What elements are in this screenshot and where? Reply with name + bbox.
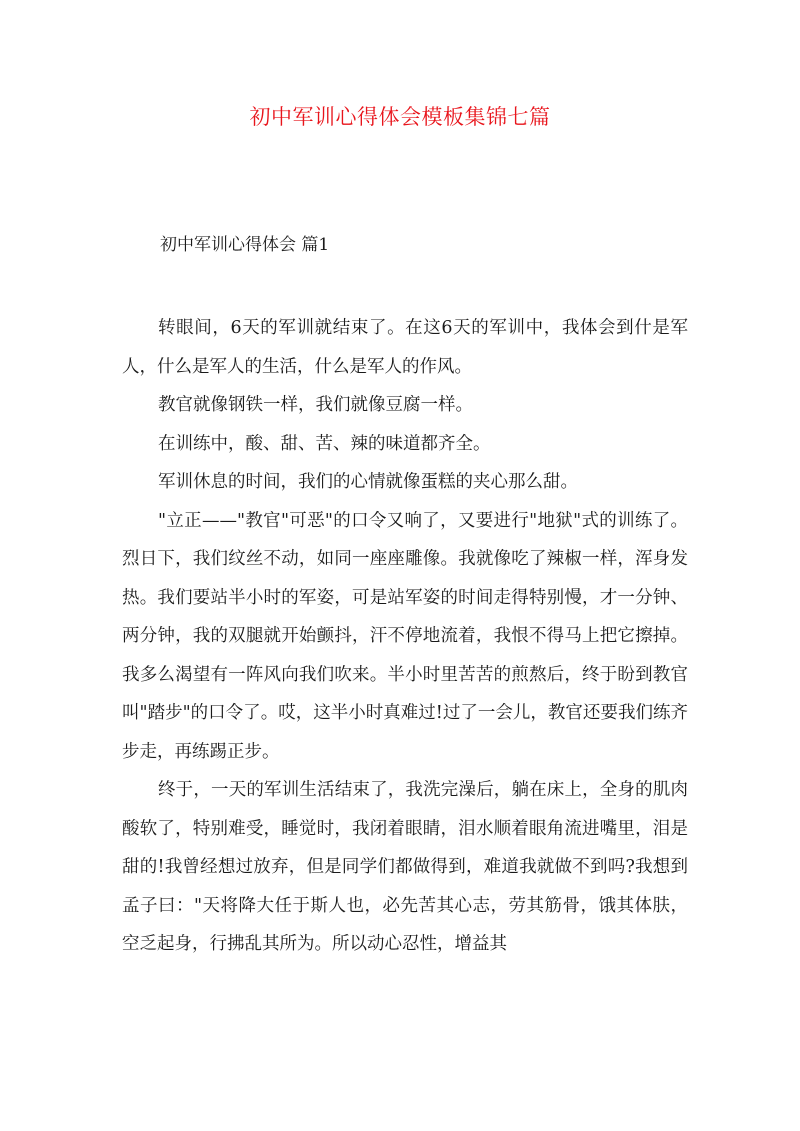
paragraph: 教官就像钢铁一样，我们就像豆腐一样。 [158, 395, 473, 415]
section-heading: 初中军训心得体会 篇1 [160, 235, 330, 255]
document-title: 初中军训心得体会模板集锦七篇 [249, 105, 551, 129]
paragraph: 终于，一天的军训生活结束了，我洗完澡后，躺在床上，全身的肌肉酸软了，特别难受，睡觉时，我闭着眼睛，泪水顺着眼角流进嘴里，泪是甜的!我曾经想过放弃，但是同学们都做得到，难道我就做不到吗?我想到孟子曰："天将降大任于斯人也，必先苦其心志，劳其筋骨，饿其体肤，空乏起身，行拂乱其所为。所以动心忍性，增益其 [122, 780, 688, 954]
body-text [122, 309, 688, 964]
paragraph: "立正——"教官"可恶"的口令又响了，又要进行"地狱"式的训练了。烈日下，我们纹丝不动，如同一座座雕像。我就像吃了辣椒一样，浑身发热。我们要站半小时的军姿，可是站军姿的时间走得特别慢，才一分钟、两分钟，我的双腿就开始颤抖，汗不停地流着，我恨不得马上把它擦掉。我多么渴望有一阵风向我们吹来。半小时里苦苦的煎熬后，终于盼到教官叫"踏步"的口令了。哎，这半小时真难过!过了一会儿，教官还要我们练齐步走，再练踢正步。 [122, 510, 688, 762]
paragraph: 转眼间，6天的军训就结束了。在这6天的军训中，我体会到什是军人，什么是军人的生活，什么是军人的作风。 [122, 318, 688, 377]
paragraph: 在训练中，酸、甜、苦、辣的味道都齐全。 [158, 433, 491, 454]
paragraph: 军训休息的时间，我们的心情就像蛋糕的夹心那么甜。 [158, 472, 578, 492]
